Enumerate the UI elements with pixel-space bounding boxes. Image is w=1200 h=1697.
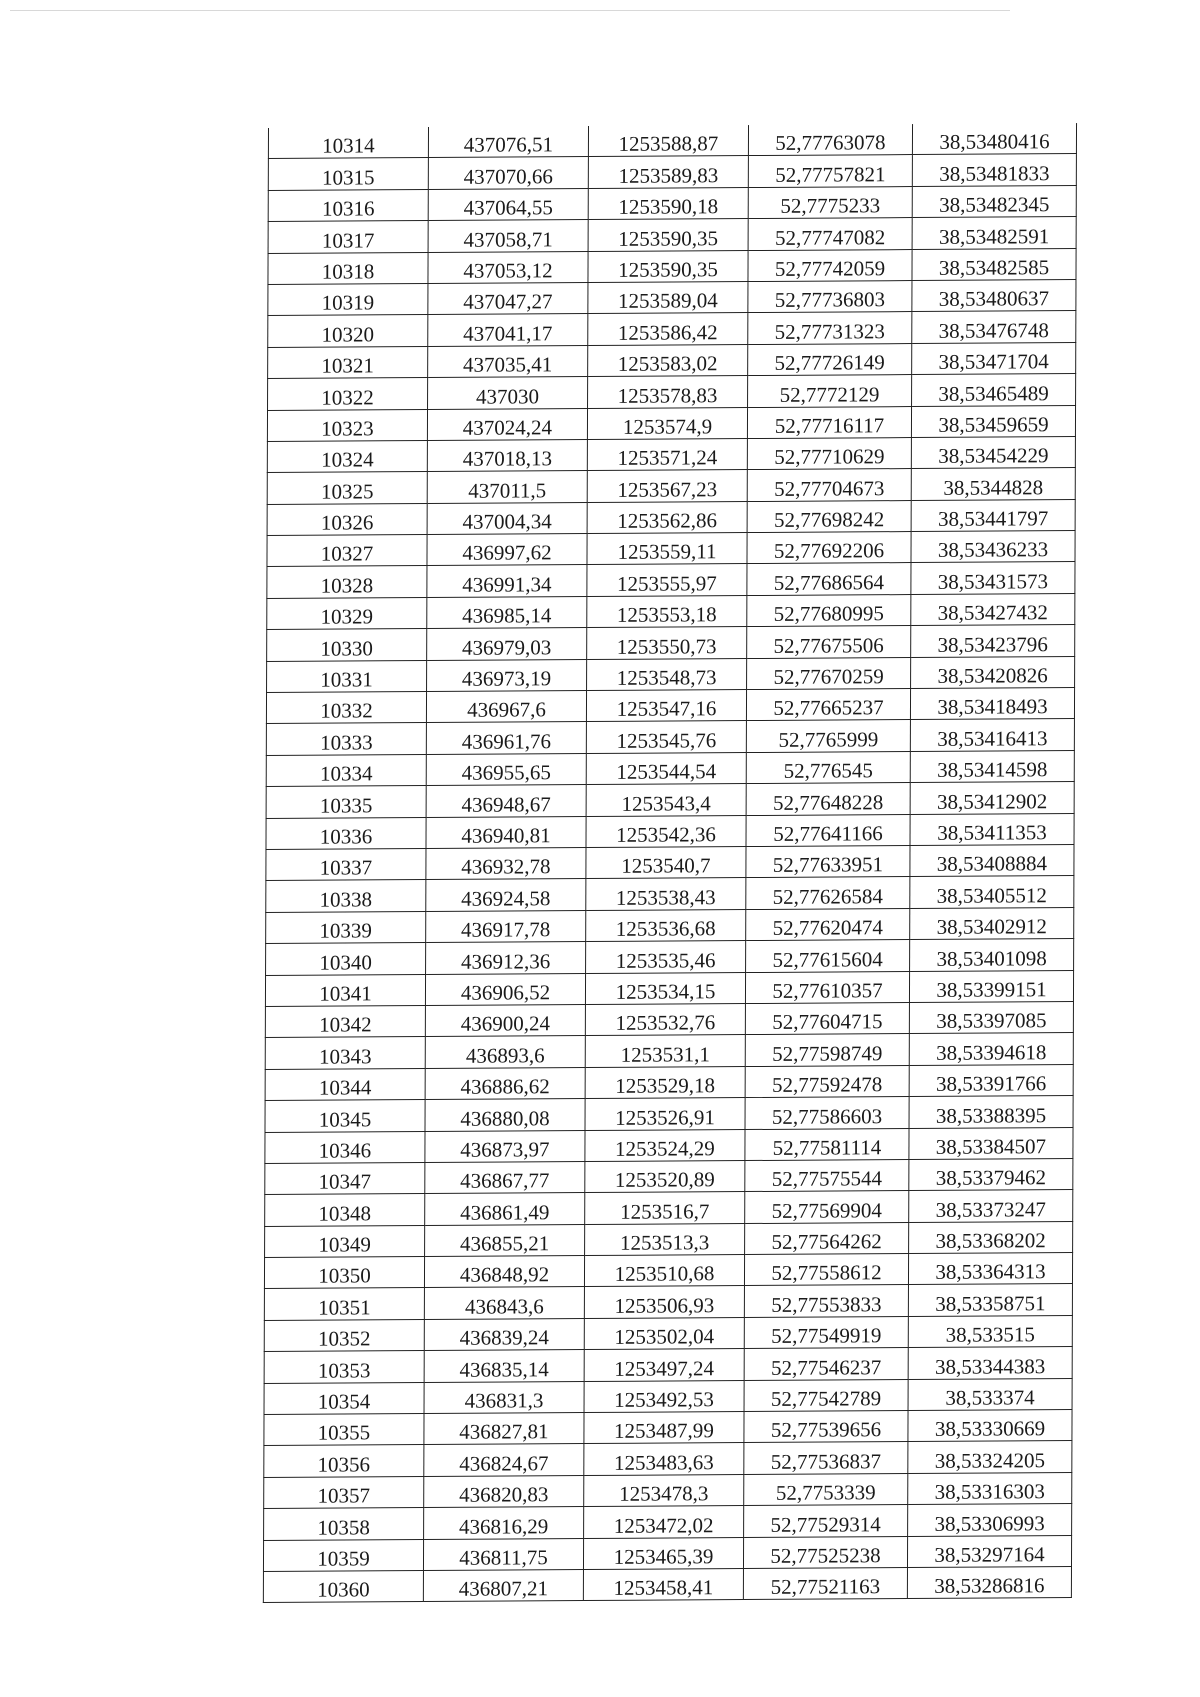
latitude-cell: 52,77670259 <box>747 657 911 689</box>
longitude-cell: 38,53297164 <box>907 1535 1071 1567</box>
x-coordinate-cell: 436940,81 <box>426 816 586 848</box>
point-number-cell: 10359 <box>263 1539 423 1571</box>
y-coordinate-cell: 1253555,97 <box>587 564 747 596</box>
table-row <box>264 1315 1072 1351</box>
table-row <box>265 1064 1073 1100</box>
longitude-cell: 38,53471704 <box>912 342 1076 374</box>
latitude-cell: 52,77675506 <box>747 626 911 658</box>
table-row <box>264 1472 1072 1508</box>
longitude-cell: 38,53330669 <box>908 1410 1072 1442</box>
table-row <box>268 217 1076 253</box>
table-row <box>264 1441 1072 1477</box>
table-row <box>266 782 1074 818</box>
x-coordinate-cell: 436991,34 <box>427 565 587 597</box>
y-coordinate-cell: 1253562,86 <box>587 501 747 533</box>
longitude-cell: 38,53482585 <box>912 248 1076 280</box>
y-coordinate-cell: 1253535,46 <box>586 941 746 973</box>
point-number-cell: 10336 <box>266 817 426 849</box>
latitude-cell: 52,77757821 <box>748 155 912 187</box>
longitude-cell: 38,53373247 <box>909 1190 1073 1222</box>
longitude-cell: 38,53414598 <box>910 750 1074 782</box>
table-row <box>266 688 1074 724</box>
longitude-cell: 38,53358751 <box>908 1284 1072 1316</box>
coordinates-table <box>263 123 1077 1603</box>
longitude-cell: 38,53482345 <box>912 185 1076 217</box>
table-row <box>264 1284 1072 1320</box>
table-row <box>268 280 1076 316</box>
point-number-cell: 10330 <box>267 629 427 661</box>
longitude-cell: 38,53405512 <box>910 876 1074 908</box>
x-coordinate-cell: 436807,21 <box>423 1569 583 1601</box>
latitude-cell: 52,77529314 <box>744 1505 908 1537</box>
x-coordinate-cell: 436900,24 <box>425 1004 585 1036</box>
x-coordinate-cell: 436811,75 <box>423 1538 583 1570</box>
table-row <box>266 876 1074 912</box>
y-coordinate-cell: 1253497,24 <box>584 1349 744 1381</box>
longitude-cell: 38,53397085 <box>909 1001 1073 1033</box>
y-coordinate-cell: 1253583,02 <box>588 344 748 376</box>
point-number-cell: 10337 <box>266 848 426 880</box>
point-number-cell: 10323 <box>267 409 427 441</box>
longitude-cell: 38,53394618 <box>909 1033 1073 1065</box>
latitude-cell: 52,7775233 <box>748 186 912 218</box>
y-coordinate-cell: 1253465,39 <box>583 1537 743 1569</box>
x-coordinate-cell: 437064,55 <box>428 188 588 220</box>
point-number-cell: 10324 <box>267 440 427 472</box>
table-row <box>266 719 1074 755</box>
table-row <box>264 1378 1072 1414</box>
y-coordinate-cell: 1253516,7 <box>585 1192 745 1224</box>
longitude-cell: 38,53480416 <box>912 123 1076 155</box>
x-coordinate-cell: 437070,66 <box>428 157 588 189</box>
x-coordinate-cell: 437076,51 <box>428 126 588 158</box>
longitude-cell: 38,533374 <box>908 1378 1072 1410</box>
longitude-cell: 38,53344383 <box>908 1347 1072 1379</box>
longitude-cell: 38,53391766 <box>909 1064 1073 1096</box>
x-coordinate-cell: 436843,6 <box>424 1287 584 1319</box>
table-row <box>267 562 1075 598</box>
longitude-cell: 38,53408884 <box>910 845 1074 877</box>
y-coordinate-cell: 1253510,68 <box>584 1255 744 1287</box>
table-row <box>265 1033 1073 1069</box>
y-coordinate-cell: 1253589,83 <box>588 156 748 188</box>
latitude-cell: 52,77553833 <box>744 1285 908 1317</box>
x-coordinate-cell: 436848,92 <box>424 1256 584 1288</box>
y-coordinate-cell: 1253531,1 <box>585 1035 745 1067</box>
y-coordinate-cell: 1253547,16 <box>586 690 746 722</box>
latitude-cell: 52,77615604 <box>746 940 910 972</box>
point-number-cell: 10334 <box>266 754 426 786</box>
table-row <box>267 593 1075 629</box>
coordinates-table-body <box>263 123 1076 1603</box>
y-coordinate-cell: 1253483,63 <box>584 1443 744 1475</box>
y-coordinate-cell: 1253502,04 <box>584 1317 744 1349</box>
y-coordinate-cell: 1253524,29 <box>585 1129 745 1161</box>
point-number-cell: 10360 <box>263 1570 423 1602</box>
point-number-cell: 10340 <box>266 943 426 975</box>
table-row <box>266 939 1074 975</box>
x-coordinate-cell: 437018,13 <box>427 439 587 471</box>
latitude-cell: 52,77633951 <box>746 846 910 878</box>
x-coordinate-cell: 436893,6 <box>425 1036 585 1068</box>
table-row <box>267 436 1075 472</box>
longitude-cell: 38,53441797 <box>911 499 1075 531</box>
point-number-cell: 10329 <box>267 597 427 629</box>
x-coordinate-cell: 436997,62 <box>427 534 587 566</box>
point-number-cell: 10322 <box>268 378 428 410</box>
latitude-cell: 52,77546237 <box>744 1348 908 1380</box>
longitude-cell: 38,53411353 <box>910 813 1074 845</box>
table-row <box>263 1535 1071 1571</box>
latitude-cell: 52,7753339 <box>744 1473 908 1505</box>
y-coordinate-cell: 1253544,54 <box>586 752 746 784</box>
point-number-cell: 10346 <box>265 1131 425 1163</box>
longitude-cell: 38,53427432 <box>911 593 1075 625</box>
point-number-cell: 10315 <box>268 158 428 190</box>
y-coordinate-cell: 1253553,18 <box>587 595 747 627</box>
point-number-cell: 10342 <box>265 1005 425 1037</box>
x-coordinate-cell: 436973,19 <box>427 659 587 691</box>
x-coordinate-cell: 436917,78 <box>426 910 586 942</box>
point-number-cell: 10354 <box>264 1382 424 1414</box>
y-coordinate-cell: 1253550,73 <box>587 627 747 659</box>
latitude-cell: 52,77581114 <box>745 1128 909 1160</box>
point-number-cell: 10319 <box>268 283 428 315</box>
table-row <box>268 123 1076 159</box>
x-coordinate-cell: 436955,65 <box>426 753 586 785</box>
longitude-cell: 38,53418493 <box>910 688 1074 720</box>
y-coordinate-cell: 1253590,35 <box>588 219 748 251</box>
point-number-cell: 10350 <box>264 1257 424 1289</box>
table-row <box>264 1504 1072 1540</box>
table-row <box>266 750 1074 786</box>
table-row <box>266 907 1074 943</box>
x-coordinate-cell: 437004,34 <box>427 502 587 534</box>
x-coordinate-cell: 437053,12 <box>428 251 588 283</box>
latitude-cell: 52,77716117 <box>747 406 911 438</box>
latitude-cell: 52,77665237 <box>746 689 910 721</box>
latitude-cell: 52,77539656 <box>744 1411 908 1443</box>
x-coordinate-cell: 436948,67 <box>426 785 586 817</box>
table-row <box>265 1001 1073 1037</box>
x-coordinate-cell: 436932,78 <box>426 848 586 880</box>
latitude-cell: 52,77704673 <box>747 469 911 501</box>
longitude-cell: 38,53459659 <box>911 405 1075 437</box>
table-row <box>264 1410 1072 1446</box>
point-number-cell: 10328 <box>267 566 427 598</box>
y-coordinate-cell: 1253548,73 <box>587 658 747 690</box>
latitude-cell: 52,77648228 <box>746 783 910 815</box>
point-number-cell: 10318 <box>268 252 428 284</box>
x-coordinate-cell: 437011,5 <box>427 471 587 503</box>
y-coordinate-cell: 1253545,76 <box>586 721 746 753</box>
x-coordinate-cell: 436886,62 <box>425 1067 585 1099</box>
longitude-cell: 38,53384507 <box>909 1127 1073 1159</box>
x-coordinate-cell: 436816,29 <box>424 1507 584 1539</box>
y-coordinate-cell: 1253520,89 <box>585 1160 745 1192</box>
point-number-cell: 10348 <box>265 1194 425 1226</box>
x-coordinate-cell: 436861,49 <box>425 1193 585 1225</box>
latitude-cell: 52,77698242 <box>747 500 911 532</box>
latitude-cell: 52,77569904 <box>745 1191 909 1223</box>
y-coordinate-cell: 1253574,9 <box>587 407 747 439</box>
x-coordinate-cell: 436924,58 <box>426 879 586 911</box>
latitude-cell: 52,77542789 <box>744 1379 908 1411</box>
longitude-cell: 38,53324205 <box>908 1441 1072 1473</box>
latitude-cell: 52,77731323 <box>748 312 912 344</box>
latitude-cell: 52,7765999 <box>746 720 910 752</box>
longitude-cell: 38,53481833 <box>912 154 1076 186</box>
table-row <box>265 1190 1073 1226</box>
table-row <box>267 625 1075 661</box>
point-number-cell: 10345 <box>265 1100 425 1132</box>
latitude-cell: 52,77521163 <box>743 1568 907 1600</box>
coordinates-table-container <box>263 123 1076 1603</box>
point-number-cell: 10321 <box>268 346 428 378</box>
x-coordinate-cell: 436985,14 <box>427 596 587 628</box>
y-coordinate-cell: 1253478,3 <box>584 1474 744 1506</box>
latitude-cell: 52,77641166 <box>746 814 910 846</box>
point-number-cell: 10344 <box>265 1068 425 1100</box>
y-coordinate-cell: 1253529,18 <box>585 1066 745 1098</box>
y-coordinate-cell: 1253540,7 <box>586 847 746 879</box>
table-row <box>268 248 1076 284</box>
table-row <box>267 499 1075 535</box>
x-coordinate-cell: 436839,24 <box>424 1318 584 1350</box>
longitude-cell: 38,53364313 <box>908 1253 1072 1285</box>
table-row <box>266 845 1074 881</box>
point-number-cell: 10335 <box>266 786 426 818</box>
table-row <box>265 1158 1073 1194</box>
point-number-cell: 10327 <box>267 535 427 567</box>
point-number-cell: 10347 <box>265 1162 425 1194</box>
x-coordinate-cell: 436820,83 <box>424 1475 584 1507</box>
x-coordinate-cell: 436867,77 <box>425 1161 585 1193</box>
y-coordinate-cell: 1253559,11 <box>587 533 747 565</box>
longitude-cell: 38,53416413 <box>910 719 1074 751</box>
latitude-cell: 52,77626584 <box>746 877 910 909</box>
table-row <box>264 1253 1072 1289</box>
point-number-cell: 10339 <box>266 911 426 943</box>
y-coordinate-cell: 1253536,68 <box>586 909 746 941</box>
table-row <box>267 468 1075 504</box>
y-coordinate-cell: 1253506,93 <box>584 1286 744 1318</box>
y-coordinate-cell: 1253590,18 <box>588 187 748 219</box>
latitude-cell: 52,77680995 <box>747 594 911 626</box>
table-row <box>265 970 1073 1006</box>
point-number-cell: 10351 <box>264 1288 424 1320</box>
table-row <box>266 813 1074 849</box>
y-coordinate-cell: 1253513,3 <box>585 1223 745 1255</box>
y-coordinate-cell: 1253472,02 <box>584 1506 744 1538</box>
point-number-cell: 10332 <box>266 692 426 724</box>
table-row <box>265 1221 1073 1257</box>
point-number-cell: 10341 <box>265 974 425 1006</box>
longitude-cell: 38,5344828 <box>911 468 1075 500</box>
latitude-cell: 52,77525238 <box>743 1536 907 1568</box>
point-number-cell: 10325 <box>267 472 427 504</box>
x-coordinate-cell: 436880,08 <box>425 1099 585 1131</box>
y-coordinate-cell: 1253492,53 <box>584 1380 744 1412</box>
latitude-cell: 52,77549919 <box>744 1316 908 1348</box>
point-number-cell: 10343 <box>265 1037 425 1069</box>
table-row <box>264 1347 1072 1383</box>
x-coordinate-cell: 436855,21 <box>425 1224 585 1256</box>
longitude-cell: 38,53286816 <box>907 1567 1071 1599</box>
latitude-cell: 52,77604715 <box>745 1002 909 1034</box>
latitude-cell: 52,77686564 <box>747 563 911 595</box>
table-row <box>268 374 1076 410</box>
longitude-cell: 38,53480637 <box>912 280 1076 312</box>
point-number-cell: 10352 <box>264 1319 424 1351</box>
longitude-cell: 38,53476748 <box>912 311 1076 343</box>
latitude-cell: 52,77736803 <box>748 281 912 313</box>
point-number-cell: 10326 <box>267 503 427 535</box>
latitude-cell: 52,77558612 <box>744 1254 908 1286</box>
x-coordinate-cell: 436873,97 <box>425 1130 585 1162</box>
table-row <box>267 656 1075 692</box>
x-coordinate-cell: 436824,67 <box>424 1444 584 1476</box>
latitude-cell: 52,77598749 <box>745 1034 909 1066</box>
y-coordinate-cell: 1253534,15 <box>585 972 745 1004</box>
x-coordinate-cell: 437047,27 <box>428 282 588 314</box>
latitude-cell: 52,77620474 <box>746 908 910 940</box>
point-number-cell: 10333 <box>266 723 426 755</box>
point-number-cell: 10331 <box>267 660 427 692</box>
point-number-cell: 10316 <box>268 189 428 221</box>
y-coordinate-cell: 1253590,35 <box>588 250 748 282</box>
latitude-cell: 52,77564262 <box>745 1222 909 1254</box>
point-number-cell: 10355 <box>264 1414 424 1446</box>
table-row <box>267 531 1075 567</box>
table-row <box>265 1127 1073 1163</box>
x-coordinate-cell: 436979,03 <box>427 628 587 660</box>
point-number-cell: 10356 <box>264 1445 424 1477</box>
latitude-cell: 52,77610357 <box>745 971 909 1003</box>
point-number-cell: 10349 <box>265 1225 425 1257</box>
latitude-cell: 52,77747082 <box>748 218 912 250</box>
y-coordinate-cell: 1253458,41 <box>583 1569 743 1601</box>
point-number-cell: 10353 <box>264 1351 424 1383</box>
y-coordinate-cell: 1253543,4 <box>586 784 746 816</box>
x-coordinate-cell: 437035,41 <box>428 345 588 377</box>
point-number-cell: 10358 <box>264 1508 424 1540</box>
latitude-cell: 52,776545 <box>746 751 910 783</box>
longitude-cell: 38,53482591 <box>912 217 1076 249</box>
latitude-cell: 52,77710629 <box>747 437 911 469</box>
x-coordinate-cell: 436827,81 <box>424 1413 584 1445</box>
point-number-cell: 10314 <box>268 127 428 159</box>
longitude-cell: 38,53420826 <box>911 656 1075 688</box>
x-coordinate-cell: 436961,76 <box>426 722 586 754</box>
y-coordinate-cell: 1253578,83 <box>588 376 748 408</box>
latitude-cell: 52,77726149 <box>748 343 912 375</box>
longitude-cell: 38,53431573 <box>911 562 1075 594</box>
latitude-cell: 52,77592478 <box>745 1065 909 1097</box>
longitude-cell: 38,53423796 <box>911 625 1075 657</box>
y-coordinate-cell: 1253567,23 <box>587 470 747 502</box>
latitude-cell: 52,77742059 <box>748 249 912 281</box>
y-coordinate-cell: 1253586,42 <box>588 313 748 345</box>
x-coordinate-cell: 436835,14 <box>424 1350 584 1382</box>
longitude-cell: 38,53316303 <box>908 1472 1072 1504</box>
point-number-cell: 10357 <box>264 1476 424 1508</box>
longitude-cell: 38,53368202 <box>909 1221 1073 1253</box>
longitude-cell: 38,53402912 <box>910 907 1074 939</box>
latitude-cell: 52,77536837 <box>744 1442 908 1474</box>
longitude-cell: 38,53401098 <box>910 939 1074 971</box>
latitude-cell: 52,77575544 <box>745 1159 909 1191</box>
y-coordinate-cell: 1253526,91 <box>585 1098 745 1130</box>
table-row <box>267 405 1075 441</box>
x-coordinate-cell: 437024,24 <box>427 408 587 440</box>
point-number-cell: 10317 <box>268 221 428 253</box>
table-row <box>268 185 1076 221</box>
point-number-cell: 10320 <box>268 315 428 347</box>
latitude-cell: 52,7772129 <box>748 375 912 407</box>
table-row <box>268 154 1076 190</box>
x-coordinate-cell: 436906,52 <box>425 973 585 1005</box>
x-coordinate-cell: 437041,17 <box>428 314 588 346</box>
longitude-cell: 38,53465489 <box>912 374 1076 406</box>
x-coordinate-cell: 436912,36 <box>426 942 586 974</box>
longitude-cell: 38,53379462 <box>909 1158 1073 1190</box>
latitude-cell: 52,77763078 <box>748 124 912 156</box>
longitude-cell: 38,53306993 <box>908 1504 1072 1536</box>
table-row <box>268 311 1076 347</box>
latitude-cell: 52,77586603 <box>745 1097 909 1129</box>
point-number-cell: 10338 <box>266 880 426 912</box>
table-row <box>265 1096 1073 1132</box>
table-row <box>268 342 1076 378</box>
longitude-cell: 38,53436233 <box>911 531 1075 563</box>
y-coordinate-cell: 1253588,87 <box>588 125 748 157</box>
y-coordinate-cell: 1253532,76 <box>585 1003 745 1035</box>
longitude-cell: 38,53412902 <box>910 782 1074 814</box>
x-coordinate-cell: 436967,6 <box>426 691 586 723</box>
longitude-cell: 38,53399151 <box>909 970 1073 1002</box>
longitude-cell: 38,53454229 <box>911 436 1075 468</box>
x-coordinate-cell: 436831,3 <box>424 1381 584 1413</box>
x-coordinate-cell: 437030 <box>428 377 588 409</box>
scan-edge-line <box>10 10 1010 11</box>
longitude-cell: 38,53388395 <box>909 1096 1073 1128</box>
table-row <box>263 1567 1071 1603</box>
longitude-cell: 38,533515 <box>908 1315 1072 1347</box>
y-coordinate-cell: 1253538,43 <box>586 878 746 910</box>
y-coordinate-cell: 1253589,04 <box>588 282 748 314</box>
y-coordinate-cell: 1253487,99 <box>584 1412 744 1444</box>
y-coordinate-cell: 1253571,24 <box>587 438 747 470</box>
y-coordinate-cell: 1253542,36 <box>586 815 746 847</box>
latitude-cell: 52,77692206 <box>747 532 911 564</box>
x-coordinate-cell: 437058,71 <box>428 220 588 252</box>
